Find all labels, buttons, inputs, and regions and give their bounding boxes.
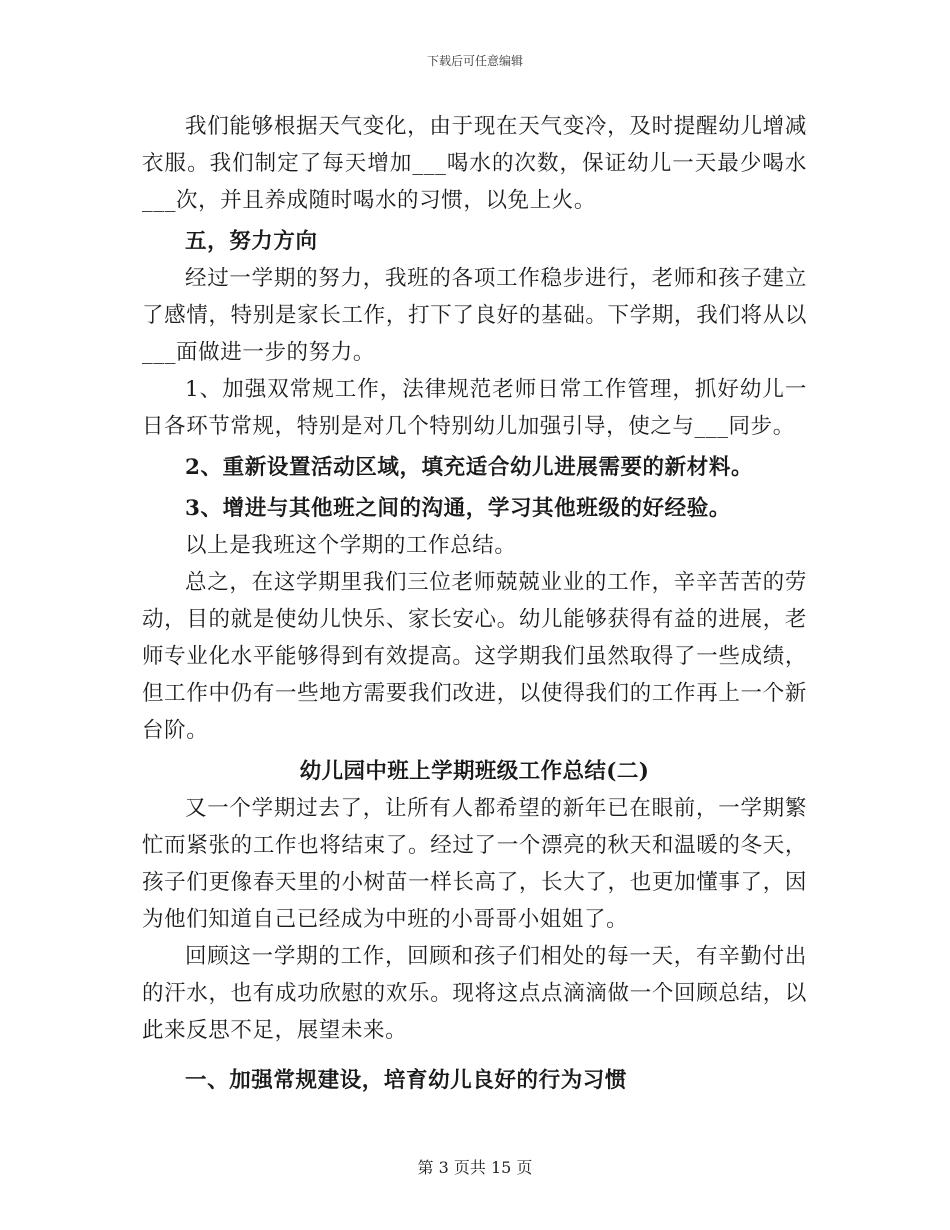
section-heading-routine-building: 一、加强常规建设，培育幼儿良好的行为习惯 — [185, 1068, 628, 1093]
document-title-part-two: 幼儿园中班上学期班级工作总结(二) — [299, 759, 650, 784]
paragraph-conclusion: 总之，在这学期里我们三位老师兢兢业业的工作，辛辛苦苦的劳动，目的就是使幼儿快乐、家长安心。幼儿能够获得有益的进展，老师专业化水平能够得到有效提高。这学期我们虽然取得了一些成绩，但工作中仍有一些地方需要我们改进，以使得我们的工作再上一个新台阶。 — [142, 570, 807, 743]
page-footer: 第 3 页共 15 页 — [417, 1158, 533, 1177]
heading-activity-areas: 2、重新设置活动区域，填充适合幼儿进展需要的新材料。 — [185, 455, 754, 480]
paragraph-new-year: 又一个学期过去了，让所有人都希望的新年已在眼前，一学期繁忙而紧张的工作也将结束了。经过了一个漂亮的秋天和温暖的冬天，孩子们更像春天里的小树苗一样长高了，长大了，也更加懂事了，因为他们知道自己已经成为中班的小哥哥小姐姐了。 — [142, 796, 807, 932]
paragraph-semester-summary: 经过一学期的努力，我班的各项工作稳步进行，老师和孩子建立了感情，特别是家长工作，打下了良好的基础。下学期，我们将从以___面做进一步的努力。 — [142, 266, 807, 365]
document-body — [142, 108, 807, 1101]
paragraph-review: 回顾这一学期的工作，回顾和孩子们相处的每一天，有辛勤付出的汗水，也有成功欣慰的欢乐。现将这点点滴滴做一个回顾总结，以此来反思不足，展望未来。 — [142, 944, 807, 1043]
paragraph-routine-work: 1、加强双常规工作，法律规范老师日常工作管理，抓好幼儿一日各环节常规，特别是对几个特别幼儿加强引导，使之与___同步。 — [142, 377, 807, 439]
paragraph-weather-water: 我们能够根据天气变化，由于现在天气变冷，及时提醒幼儿增减衣服。我们制定了每天增加___喝水的次数，保证幼儿一天最少喝水___次，并且养成随时喝水的习惯，以免上火。 — [142, 114, 807, 213]
page-header: 下载后可任意编辑 — [426, 54, 523, 68]
paragraph-summary-intro: 以上是我班这个学期的工作总结。 — [185, 533, 517, 558]
heading-class-communication: 3、增进与其他班之间的沟通，学习其他班级的好经验。 — [185, 496, 731, 521]
section-heading-effort-direction: 五，努力方向 — [185, 229, 318, 254]
